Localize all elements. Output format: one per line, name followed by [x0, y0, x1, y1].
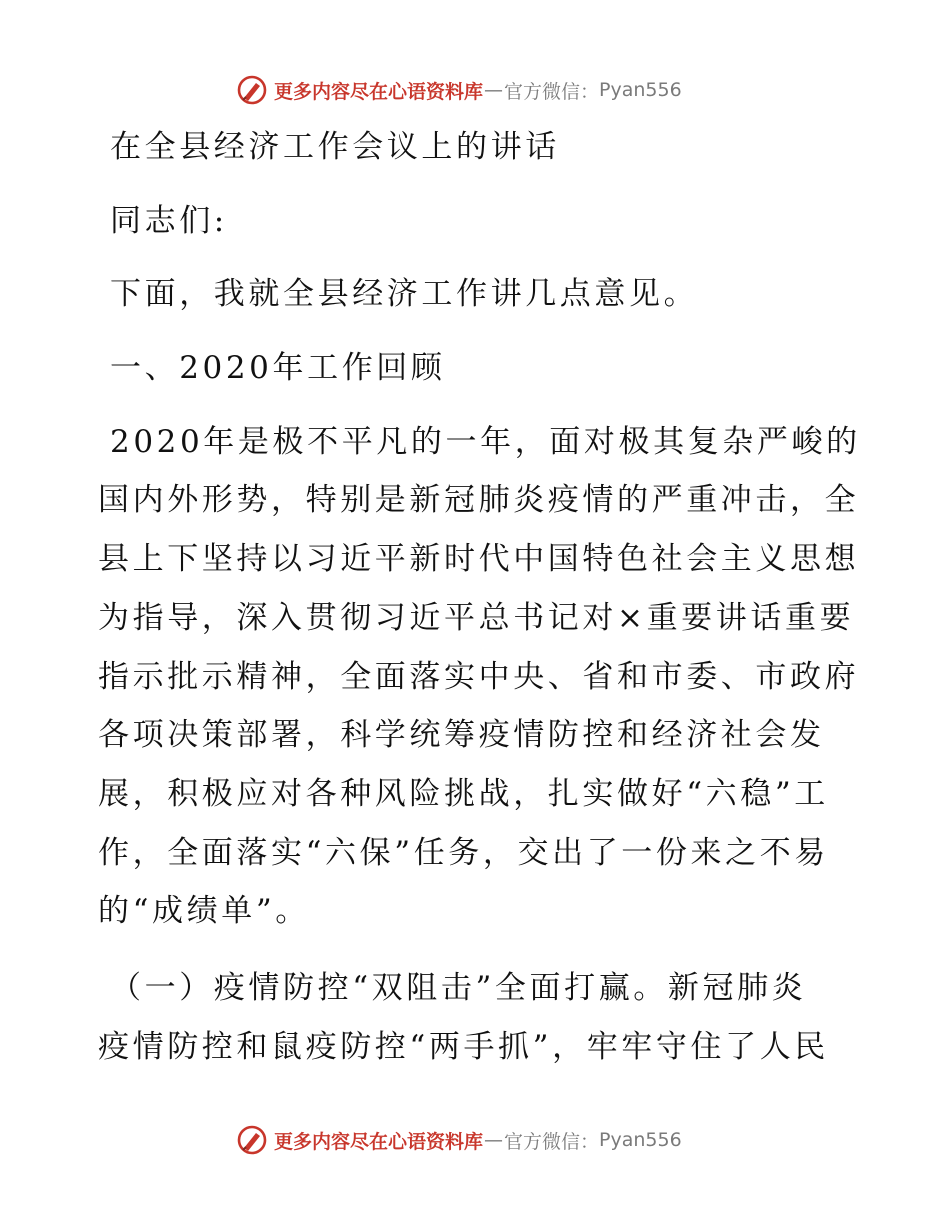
pen-circle-logo-icon	[236, 1124, 268, 1156]
paragraph-line: 为指导，深入贯彻习近平总书记对×重要讲话重要	[98, 599, 855, 636]
watermark-wechat-id: Pyan556	[599, 79, 682, 101]
header-watermark	[236, 72, 682, 108]
watermark-wechat-label: 官方微信：	[504, 1130, 600, 1153]
paragraph-1	[98, 413, 861, 941]
intro-paragraph: 下面，我就全县经济工作讲几点意见。	[110, 276, 699, 313]
paragraph-line: 作，全面落实“六保”任务，交出了一份来之不易	[98, 834, 829, 871]
paragraph-line: （一）疫情防控“双阻击”全面打赢。新冠肺炎	[110, 969, 807, 1006]
paragraph-line: 指示批示精神，全面落实中央、省和市委、市政府	[98, 658, 860, 695]
pen-circle-logo-icon	[236, 74, 268, 106]
watermark-dash: —	[484, 79, 504, 101]
paragraph-line: 国内外形势，特别是新冠肺炎疫情的严重冲击，全	[98, 482, 860, 519]
watermark-brand: 更多内容尽在心语资料库	[274, 80, 484, 103]
section-heading: 一、2020年工作回顾	[110, 350, 446, 387]
paragraph-line: 疫情防控和鼠疫防控“两手抓”，牢牢守住了人民	[98, 1028, 829, 1065]
paragraph-line: 各项决策部署，科学统筹疫情防控和经济社会发	[98, 717, 825, 754]
watermark-brand: 更多内容尽在心语资料库	[274, 1130, 484, 1153]
paragraph-2	[98, 959, 858, 1076]
watermark-wechat-label: 官方微信：	[504, 80, 600, 103]
paragraph-line: 的“成绩单”。	[98, 893, 310, 930]
document-title: 在全县经济工作会议上的讲话	[110, 129, 560, 165]
footer-watermark	[236, 1122, 682, 1158]
document-body	[98, 118, 861, 1076]
salutation: 同志们:	[110, 202, 228, 239]
watermark-wechat-id: Pyan556	[599, 1129, 682, 1151]
paragraph-line: 展，积极应对各种风险挑战，扎实做好“六稳”工	[98, 775, 829, 812]
watermark-dash: —	[484, 1129, 504, 1151]
paragraph-line: 2020年是极不平凡的一年，面对极其复杂严峻的	[110, 423, 861, 460]
paragraph-line: 县上下坚持以习近平新时代中国特色社会主义思想	[98, 541, 860, 578]
